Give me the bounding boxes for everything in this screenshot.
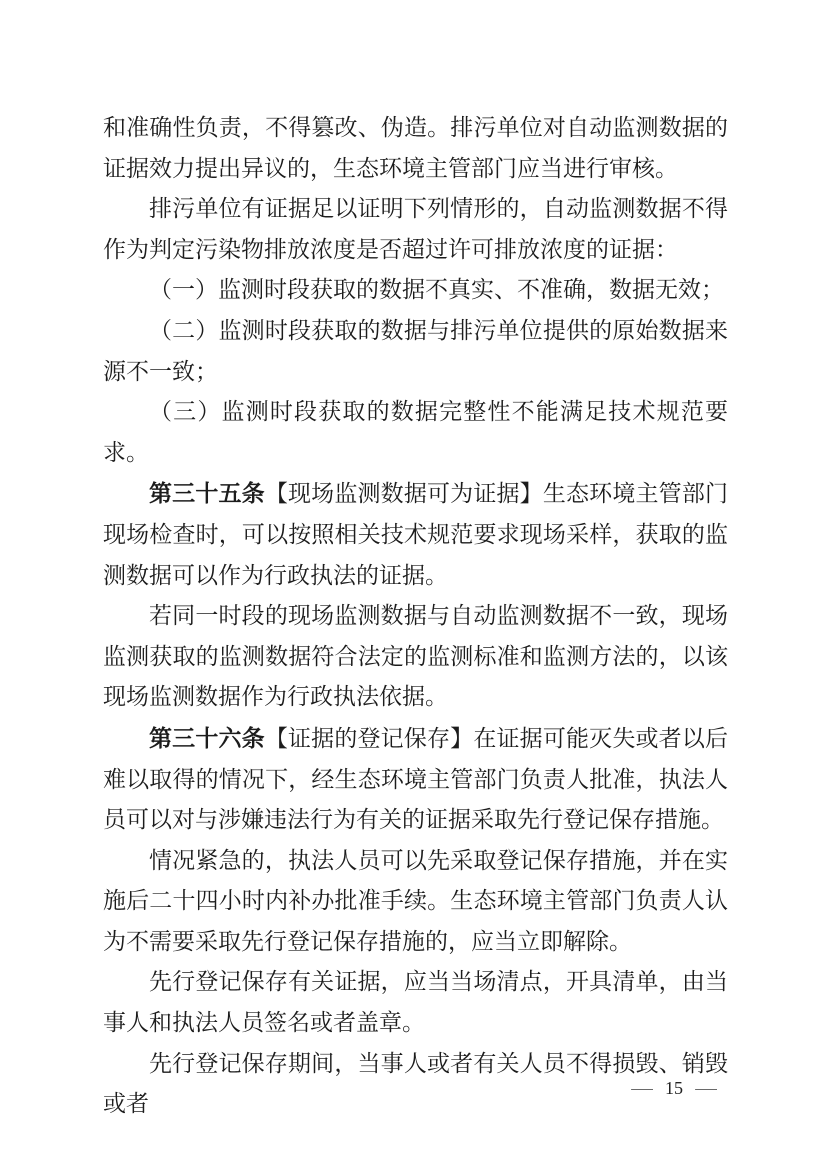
paragraph-text: 情况紧急的，执法人员可以先采取登记保存措施，并在实施后二十四小时内补办批准手续。生态环境主管部门负责人认为不需要采取先行登记保存措施的，应当立即解除。: [103, 847, 728, 954]
paragraph: [103, 596, 728, 718]
paragraph-text: 和准确性负责，不得篡改、伪造。排污单位对自动监测数据的证据效力提出异议的，生态环境主管部门应当进行审核。: [103, 115, 728, 181]
paragraph-text: 先行登记保存期间，当事人或者有关人员不得损毁、销毁或者: [103, 1050, 728, 1117]
paragraph: [103, 108, 728, 189]
page-footer: [633, 1078, 715, 1099]
paragraph-text: （二）监测时段获取的数据与排污单位提供的原始数据来源不一致；: [103, 317, 728, 384]
footer-dash-left: —: [631, 1078, 653, 1098]
article-number: 第三十六条: [149, 724, 265, 751]
article-35: [103, 473, 728, 596]
paragraph-text: （三）监测时段获取的数据完整性不能满足技术规范要求。: [103, 399, 728, 465]
paragraph-text: 排污单位有证据足以证明下列情形的，自动监测数据不得作为判定污染物排放浓度是否超过许可排放浓度的证据：: [103, 196, 728, 262]
footer-page-number: 15: [665, 1078, 683, 1098]
document-body: [103, 108, 728, 1125]
list-item-two: [103, 311, 728, 392]
paragraph: [103, 841, 728, 963]
paragraph-text: 【现场监测数据可为证据】生态环境主管部门现场检查时，可以按照相关技术规范要求现场采样，获取的监测数据可以作为行政执法的证据。: [103, 481, 729, 588]
paragraph-text: 【证据的登记保存】在证据可能灭失或者以后难以取得的情况下，经生态环境主管部门负责人批准，执法人员可以对与涉嫌违法行为有关的证据采取先行登记保存措施。: [103, 725, 729, 833]
paragraph: [103, 189, 728, 270]
list-item-one: [103, 270, 728, 311]
list-item-three: [103, 392, 728, 473]
footer-dash-right: —: [695, 1078, 717, 1098]
article-number: 第三十五条: [149, 480, 265, 507]
article-36: [103, 718, 728, 841]
paragraph: [103, 962, 728, 1043]
paragraph-text: （一）监测时段获取的数据不真实、不准确，数据无效；: [149, 277, 724, 303]
paragraph-text: 若同一时段的现场监测数据与自动监测数据不一致，现场监测获取的监测数据符合法定的监测标准和监测方法的，以该现场监测数据作为行政执法依据。: [103, 603, 728, 710]
paragraph-text: 先行登记保存有关证据，应当当场清点，开具清单，由当事人和执法人员签名或者盖章。: [103, 969, 728, 1036]
